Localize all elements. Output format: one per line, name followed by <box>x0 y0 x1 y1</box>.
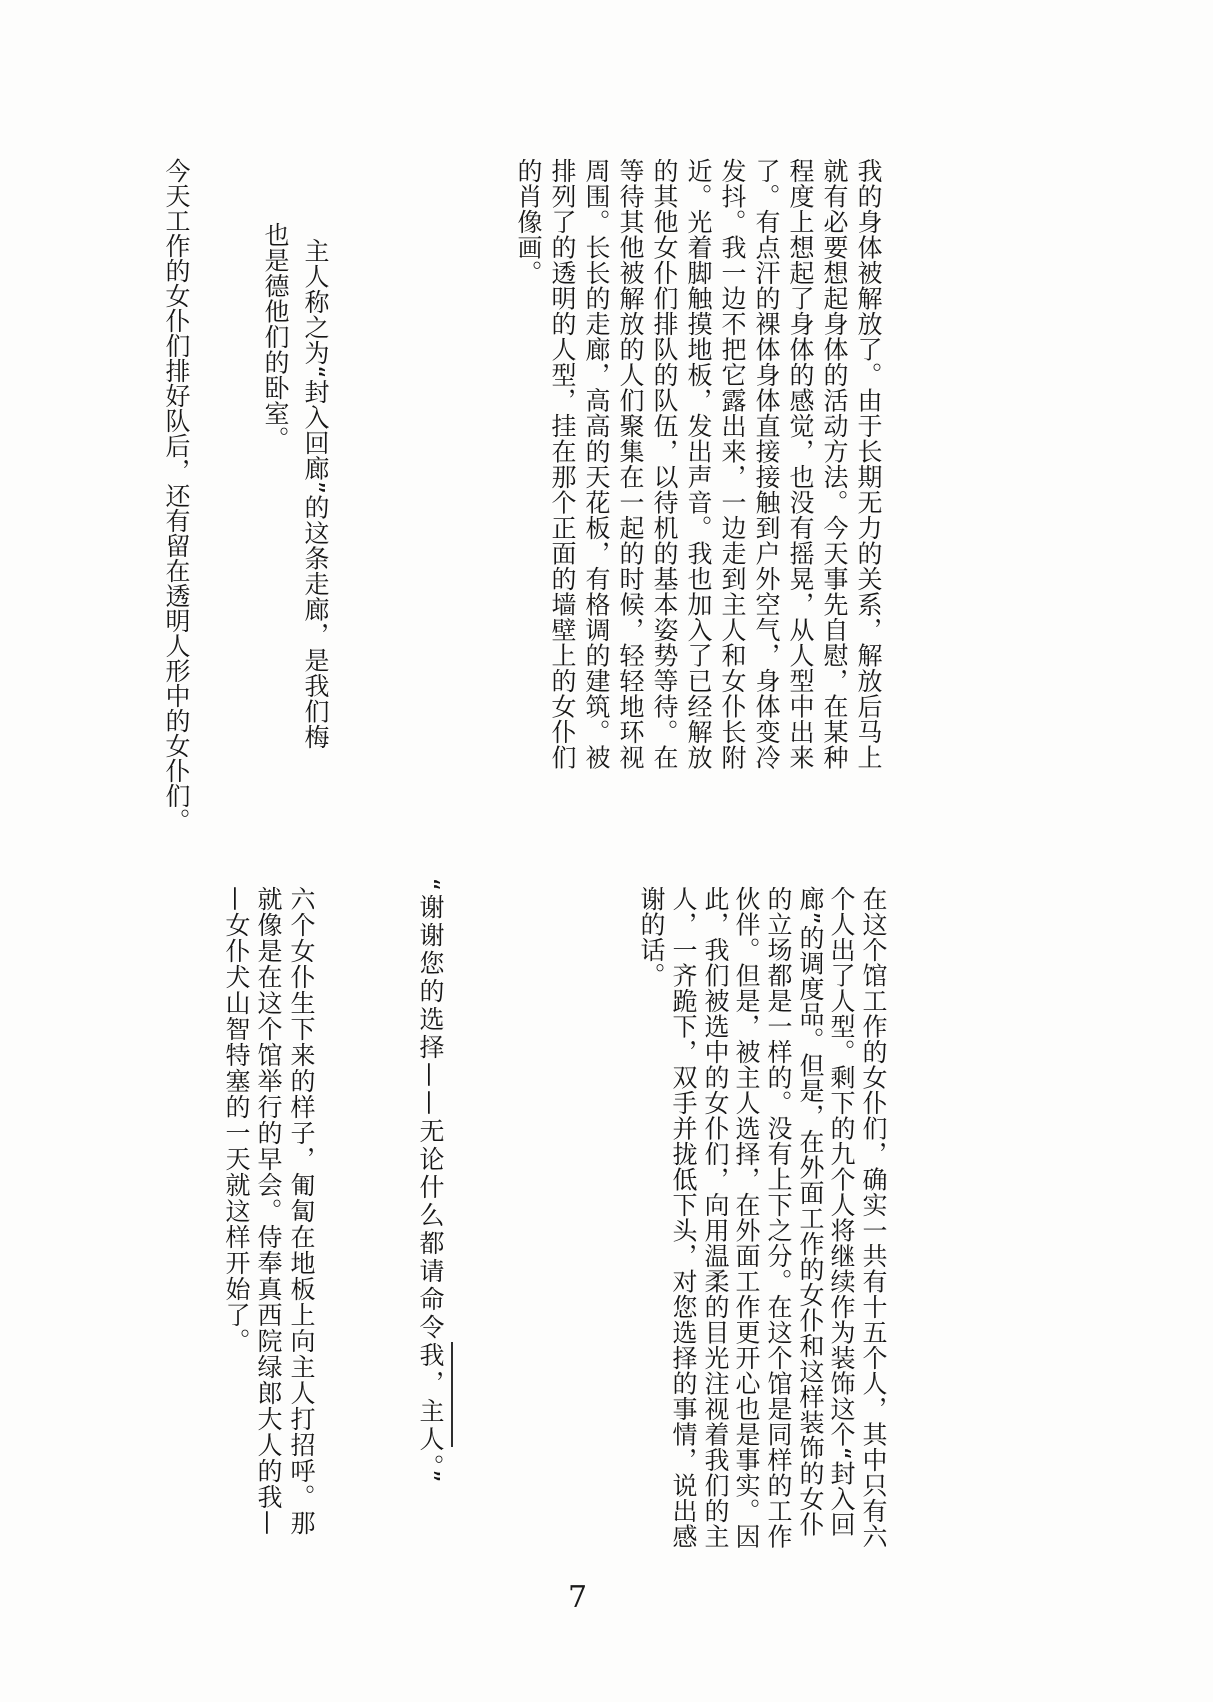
text-column: 此，我们被选中的女仆们，向用温柔的目光注视着我们的主 <box>701 886 730 1549</box>
page-number: 7 <box>568 1580 588 1615</box>
text-column: 人，一齐跪下，双手并拢低下头，对您选择的事情，说出感 <box>669 886 698 1549</box>
closing-text-column: 六个女仆生下来的样子，匍匐在地板上向主人打招呼。那 <box>287 886 316 1536</box>
text-column: 我的身体被解放了。由于长期无力的关系，解放后马上 <box>854 158 883 770</box>
text-column: 就有必要想起身体的活动方法。今天事先自慰，在某种 <box>820 158 849 770</box>
text-column: 谢的话。 <box>637 886 666 988</box>
inset-text-column: 主人称之为“封入回廊”的这条走廊，是我们梅 <box>301 238 330 750</box>
closing-text-column: 今天工作的女仆们排好队后，还有留在透明人形中的女仆们。 <box>162 158 191 833</box>
scan-artifact-line <box>451 1342 453 1447</box>
closing-text-column: 就像是在这个馆举行的早会。侍奉真西院绿郎大人的我— <box>254 886 283 1536</box>
text-column: 近。光着脚触摸地板，发出声音。我也加入了已经解放 <box>684 158 713 770</box>
text-column: 的立场都是一样的。没有上下之分。在这个馆是同样的工作 <box>764 886 793 1549</box>
inset-text-column: 也是德他们的卧室。 <box>261 222 290 452</box>
text-column: 的其他女仆们排队的队伍，以待机的基本姿势等待。在 <box>650 158 679 770</box>
text-column: 的肖像画。 <box>514 158 543 286</box>
text-column: 廊”的调度品。但是，在外面工作的女仆和这样装饰的女仆 <box>796 886 825 1537</box>
text-column: 排列了的透明的人型，挂在那个正面的墙壁上的女仆们 <box>548 158 577 770</box>
text-column: 了。有点汗的裸体身体直接接触到户外空气，身体变冷 <box>752 158 781 770</box>
text-column: 个人出了人型。剩下的九个人将继续作为装饰这个“封入回 <box>827 886 856 1537</box>
text-column: 程度上想起了身体的感觉，也没有摇晃，从人型中出来 <box>786 158 815 770</box>
dialogue-quote-column: “谢谢您的选择——无论什么都请命令我，主人。” <box>416 878 445 1486</box>
text-column: 发抖。我一边不把它露出来，一边走到主人和女仆长附 <box>718 158 747 770</box>
text-column: 等待其他被解放的人们聚集在一起的时候，轻轻地环视 <box>616 158 645 770</box>
closing-text-column: —女仆犬山智特塞的一天就这样开始了。 <box>222 886 251 1354</box>
text-column: 伙伴。但是，被主人选择，在外面工作更开心也是事实。因 <box>732 886 761 1549</box>
text-column: 周围。长长的走廊，高高的天花板，有格调的建筑。被 <box>582 158 611 770</box>
text-column: 在这个馆工作的女仆们，确实一共有十五个人，其中只有六 <box>859 886 888 1549</box>
